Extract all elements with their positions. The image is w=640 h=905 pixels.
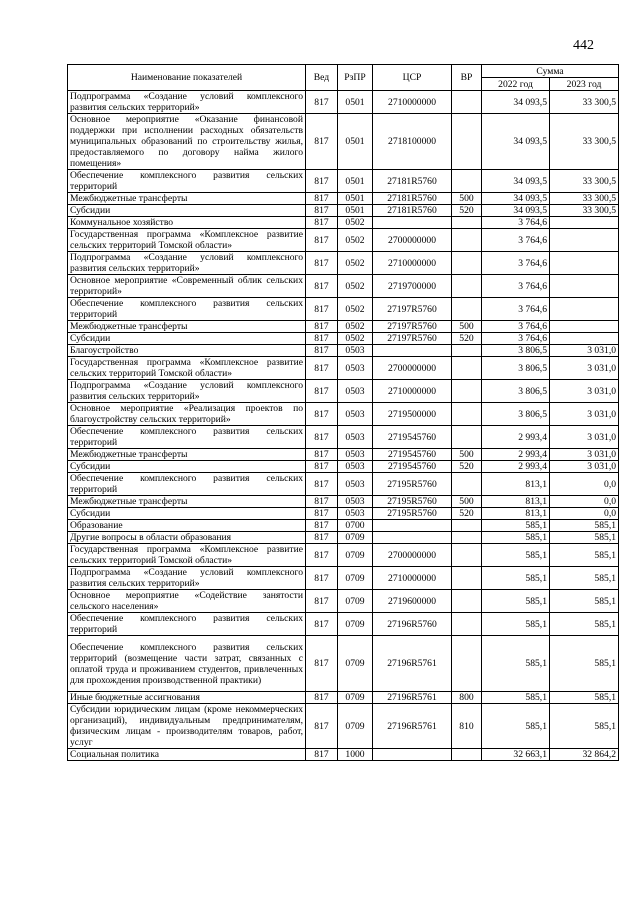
cell-ved: 817 (306, 114, 338, 170)
table-row (68, 692, 619, 704)
cell-csr: 27181R5760 (373, 193, 452, 205)
cell-rzpr: 0503 (338, 496, 373, 508)
cell-ved: 817 (306, 403, 338, 426)
cell-ved: 817 (306, 496, 338, 508)
cell-csr: 2719545760 (373, 449, 452, 461)
cell-amount-2022: 34 093,5 (482, 170, 550, 193)
cell-ved: 817 (306, 508, 338, 520)
header-vr: ВР (452, 65, 482, 91)
table-row (68, 544, 619, 567)
cell-csr: 27197R5760 (373, 298, 452, 321)
cell-amount-2023: 585,1 (550, 520, 619, 532)
cell-amount-2023: 33 300,5 (550, 193, 619, 205)
cell-name: Государственная программа «Комплексное развитие сельских территорий Томской области» (68, 357, 306, 380)
cell-ved: 817 (306, 461, 338, 473)
cell-amount-2023: 585,1 (550, 567, 619, 590)
cell-rzpr: 0502 (338, 275, 373, 298)
cell-csr: 2700000000 (373, 229, 452, 252)
cell-ved: 817 (306, 590, 338, 613)
cell-name: Субсидии (68, 205, 306, 217)
cell-amount-2023: 3 031,0 (550, 461, 619, 473)
cell-name: Основное мероприятие «Реализация проектов по благоустройству сельских территорий» (68, 403, 306, 426)
cell-ved: 817 (306, 333, 338, 345)
cell-amount-2022: 585,1 (482, 636, 550, 692)
table-row (68, 449, 619, 461)
cell-vr (452, 636, 482, 692)
table-row (68, 91, 619, 114)
cell-ved: 817 (306, 544, 338, 567)
cell-vr: 500 (452, 496, 482, 508)
cell-rzpr: 0503 (338, 473, 373, 496)
cell-csr: 27196R5761 (373, 692, 452, 704)
table-row (68, 380, 619, 403)
cell-csr: 27181R5760 (373, 170, 452, 193)
cell-ved: 817 (306, 449, 338, 461)
cell-rzpr: 0709 (338, 567, 373, 590)
cell-rzpr: 0709 (338, 532, 373, 544)
table-row (68, 473, 619, 496)
cell-csr: 2710000000 (373, 567, 452, 590)
cell-amount-2023: 33 300,5 (550, 205, 619, 217)
cell-amount-2022: 813,1 (482, 496, 550, 508)
cell-rzpr: 0503 (338, 426, 373, 449)
cell-vr (452, 217, 482, 229)
cell-amount-2023: 32 864,2 (550, 749, 619, 761)
cell-vr (452, 473, 482, 496)
cell-vr (452, 749, 482, 761)
cell-name: Обеспечение комплексного развития сельских территорий (68, 170, 306, 193)
cell-rzpr: 0501 (338, 114, 373, 170)
cell-amount-2022: 34 093,5 (482, 114, 550, 170)
table-body (68, 91, 619, 761)
table-row (68, 636, 619, 692)
cell-amount-2022: 2 993,4 (482, 461, 550, 473)
header-ved: Вед (306, 65, 338, 91)
cell-name: Государственная программа «Комплексное развитие сельских территорий Томской области» (68, 544, 306, 567)
cell-amount-2022: 813,1 (482, 473, 550, 496)
cell-rzpr: 0709 (338, 692, 373, 704)
cell-ved: 817 (306, 357, 338, 380)
cell-ved: 817 (306, 704, 338, 749)
cell-vr (452, 613, 482, 636)
cell-name: Субсидии (68, 461, 306, 473)
cell-rzpr: 0501 (338, 170, 373, 193)
cell-name: Межбюджетные трансферты (68, 193, 306, 205)
cell-name: Субсидии (68, 333, 306, 345)
cell-ved: 817 (306, 275, 338, 298)
table-row (68, 298, 619, 321)
cell-vr: 500 (452, 321, 482, 333)
cell-ved: 817 (306, 205, 338, 217)
cell-amount-2022: 3 806,5 (482, 380, 550, 403)
cell-ved: 817 (306, 749, 338, 761)
cell-vr (452, 114, 482, 170)
cell-rzpr: 0501 (338, 193, 373, 205)
cell-amount-2022: 2 993,4 (482, 449, 550, 461)
cell-csr: 2710000000 (373, 380, 452, 403)
cell-amount-2023: 33 300,5 (550, 91, 619, 114)
table-row (68, 357, 619, 380)
cell-ved: 817 (306, 532, 338, 544)
table-row (68, 590, 619, 613)
cell-csr: 27196R5761 (373, 704, 452, 749)
table-row (68, 567, 619, 590)
table-row (68, 496, 619, 508)
cell-name: Подпрограмма «Создание условий комплексного развития сельских территорий» (68, 380, 306, 403)
cell-rzpr: 0503 (338, 357, 373, 380)
cell-vr: 520 (452, 205, 482, 217)
cell-vr (452, 403, 482, 426)
header-year-2023: 2023 год (550, 78, 619, 91)
cell-vr (452, 520, 482, 532)
cell-csr: 27197R5760 (373, 333, 452, 345)
cell-rzpr: 0503 (338, 449, 373, 461)
cell-csr (373, 532, 452, 544)
cell-csr: 2700000000 (373, 544, 452, 567)
cell-vr (452, 275, 482, 298)
cell-amount-2022: 32 663,1 (482, 749, 550, 761)
table-row (68, 321, 619, 333)
cell-amount-2023: 33 300,5 (550, 170, 619, 193)
table-row (68, 114, 619, 170)
cell-ved: 817 (306, 520, 338, 532)
cell-csr: 2719545760 (373, 426, 452, 449)
cell-name: Обеспечение комплексного развития сельских территорий (68, 298, 306, 321)
table-row (68, 749, 619, 761)
cell-amount-2022: 3 806,5 (482, 357, 550, 380)
cell-rzpr: 0501 (338, 205, 373, 217)
cell-amount-2022: 34 093,5 (482, 91, 550, 114)
table-row (68, 345, 619, 357)
cell-csr: 27195R5760 (373, 473, 452, 496)
cell-rzpr: 0709 (338, 636, 373, 692)
cell-ved: 817 (306, 426, 338, 449)
cell-ved: 817 (306, 567, 338, 590)
cell-amount-2022: 3 764,6 (482, 321, 550, 333)
cell-vr (452, 357, 482, 380)
cell-csr: 2719545760 (373, 461, 452, 473)
cell-name: Субсидии юридическим лицам (кроме некоммерческих организаций), индивидуальным предпринимателям, физическим лицам - производителям товаров, работ, услуг (68, 704, 306, 749)
cell-amount-2022: 34 093,5 (482, 193, 550, 205)
cell-csr: 2710000000 (373, 91, 452, 114)
cell-rzpr: 0502 (338, 217, 373, 229)
cell-amount-2023: 585,1 (550, 590, 619, 613)
cell-rzpr: 0503 (338, 345, 373, 357)
cell-rzpr: 0503 (338, 461, 373, 473)
cell-amount-2023 (550, 252, 619, 275)
cell-name: Субсидии (68, 508, 306, 520)
cell-ved: 817 (306, 193, 338, 205)
cell-csr: 2710000000 (373, 252, 452, 275)
cell-csr: 2719700000 (373, 275, 452, 298)
cell-ved: 817 (306, 321, 338, 333)
cell-csr: 2719600000 (373, 590, 452, 613)
cell-name: Основное мероприятие «Современный облик сельских территорий» (68, 275, 306, 298)
cell-ved: 817 (306, 170, 338, 193)
cell-vr (452, 590, 482, 613)
cell-ved: 817 (306, 252, 338, 275)
cell-amount-2023: 585,1 (550, 613, 619, 636)
cell-name: Образование (68, 520, 306, 532)
cell-amount-2023: 3 031,0 (550, 449, 619, 461)
header-rzpr: РзПР (338, 65, 373, 91)
cell-vr: 500 (452, 449, 482, 461)
cell-ved: 817 (306, 217, 338, 229)
cell-rzpr: 0503 (338, 380, 373, 403)
cell-csr: 2700000000 (373, 357, 452, 380)
cell-name: Подпрограмма «Создание условий комплексного развития сельских территорий» (68, 91, 306, 114)
cell-name: Межбюджетные трансферты (68, 496, 306, 508)
cell-amount-2023 (550, 217, 619, 229)
cell-name: Подпрограмма «Создание условий комплексного развития сельских территорий» (68, 252, 306, 275)
cell-name: Обеспечение комплексного развития сельских территорий (68, 426, 306, 449)
cell-amount-2023: 3 031,0 (550, 357, 619, 380)
header-csr: ЦСР (373, 65, 452, 91)
cell-name: Коммунальное хозяйство (68, 217, 306, 229)
table-row (68, 613, 619, 636)
cell-vr (452, 426, 482, 449)
cell-vr (452, 298, 482, 321)
cell-vr (452, 380, 482, 403)
header-name: Наименование показателей (68, 65, 306, 91)
cell-csr: 27196R5760 (373, 613, 452, 636)
cell-amount-2023: 3 031,0 (550, 380, 619, 403)
cell-csr (373, 217, 452, 229)
cell-rzpr: 1000 (338, 749, 373, 761)
cell-rzpr: 0700 (338, 520, 373, 532)
cell-ved: 817 (306, 613, 338, 636)
header-sum: Сумма (482, 65, 619, 78)
cell-name: Основное мероприятие «Оказание финансовой поддержки при исполнении расходных обязательств муниципальных образований по строительству жилья, предоставляемого по договору найма жилого помещения» (68, 114, 306, 170)
cell-name: Государственная программа «Комплексное развитие сельских территорий Томской области» (68, 229, 306, 252)
table-row (68, 217, 619, 229)
cell-amount-2023: 0,0 (550, 496, 619, 508)
header-year-2022: 2022 год (482, 78, 550, 91)
cell-amount-2022: 2 993,4 (482, 426, 550, 449)
cell-amount-2023 (550, 321, 619, 333)
cell-csr: 27181R5760 (373, 205, 452, 217)
cell-amount-2022: 3 764,6 (482, 217, 550, 229)
table-row (68, 426, 619, 449)
cell-vr (452, 544, 482, 567)
cell-rzpr: 0709 (338, 544, 373, 567)
cell-amount-2023: 585,1 (550, 532, 619, 544)
cell-vr (452, 170, 482, 193)
cell-rzpr: 0503 (338, 403, 373, 426)
cell-amount-2022: 3 764,6 (482, 252, 550, 275)
cell-rzpr: 0502 (338, 298, 373, 321)
cell-amount-2022: 585,1 (482, 692, 550, 704)
cell-amount-2022: 3 764,6 (482, 333, 550, 345)
table-row (68, 532, 619, 544)
table-row (68, 403, 619, 426)
cell-vr (452, 91, 482, 114)
cell-ved: 817 (306, 636, 338, 692)
cell-rzpr: 0709 (338, 613, 373, 636)
table-row (68, 520, 619, 532)
cell-amount-2022: 3 806,5 (482, 345, 550, 357)
cell-name: Обеспечение комплексного развития сельских территорий (возмещение части затрат, связанных с оплатой труда и проживанием студентов, привлеченных для прохождения производственной практики) (68, 636, 306, 692)
cell-amount-2023: 33 300,5 (550, 114, 619, 170)
cell-vr: 810 (452, 704, 482, 749)
cell-amount-2022: 3 806,5 (482, 403, 550, 426)
cell-rzpr: 0502 (338, 333, 373, 345)
cell-name: Межбюджетные трансферты (68, 449, 306, 461)
table-row (68, 461, 619, 473)
cell-vr (452, 229, 482, 252)
cell-vr (452, 345, 482, 357)
cell-csr: 27195R5760 (373, 508, 452, 520)
cell-amount-2022: 585,1 (482, 567, 550, 590)
cell-amount-2022: 585,1 (482, 704, 550, 749)
table-row (68, 704, 619, 749)
cell-csr (373, 520, 452, 532)
cell-ved: 817 (306, 229, 338, 252)
cell-amount-2023: 585,1 (550, 692, 619, 704)
cell-rzpr: 0709 (338, 704, 373, 749)
cell-name: Благоустройство (68, 345, 306, 357)
cell-csr: 2719500000 (373, 403, 452, 426)
cell-amount-2023 (550, 298, 619, 321)
cell-amount-2022: 34 093,5 (482, 205, 550, 217)
cell-csr (373, 749, 452, 761)
cell-ved: 817 (306, 692, 338, 704)
cell-name: Межбюджетные трансферты (68, 321, 306, 333)
cell-amount-2023: 3 031,0 (550, 345, 619, 357)
cell-amount-2022: 585,1 (482, 544, 550, 567)
cell-amount-2023: 585,1 (550, 704, 619, 749)
cell-amount-2023: 585,1 (550, 544, 619, 567)
table-row (68, 333, 619, 345)
cell-csr: 27196R5761 (373, 636, 452, 692)
table-row (68, 275, 619, 298)
cell-amount-2022: 813,1 (482, 508, 550, 520)
cell-amount-2023 (550, 275, 619, 298)
cell-amount-2022: 3 764,6 (482, 298, 550, 321)
cell-ved: 817 (306, 91, 338, 114)
cell-name: Подпрограмма «Создание условий комплексного развития сельских территорий» (68, 567, 306, 590)
cell-vr: 520 (452, 461, 482, 473)
cell-vr: 800 (452, 692, 482, 704)
table-row (68, 508, 619, 520)
cell-amount-2022: 3 764,6 (482, 275, 550, 298)
table-row (68, 252, 619, 275)
cell-amount-2023 (550, 333, 619, 345)
cell-csr: 2718100000 (373, 114, 452, 170)
cell-amount-2023: 3 031,0 (550, 403, 619, 426)
cell-ved: 817 (306, 298, 338, 321)
cell-rzpr: 0709 (338, 590, 373, 613)
budget-table (67, 64, 619, 761)
cell-rzpr: 0501 (338, 91, 373, 114)
cell-rzpr: 0502 (338, 321, 373, 333)
cell-amount-2023: 585,1 (550, 636, 619, 692)
cell-name: Обеспечение комплексного развития сельских территорий (68, 613, 306, 636)
cell-ved: 817 (306, 380, 338, 403)
cell-vr: 500 (452, 193, 482, 205)
cell-ved: 817 (306, 345, 338, 357)
table-row (68, 229, 619, 252)
cell-csr: 27195R5760 (373, 496, 452, 508)
cell-csr: 27197R5760 (373, 321, 452, 333)
cell-csr (373, 345, 452, 357)
cell-rzpr: 0502 (338, 252, 373, 275)
cell-amount-2023: 0,0 (550, 508, 619, 520)
cell-amount-2022: 585,1 (482, 613, 550, 636)
cell-vr (452, 252, 482, 275)
cell-rzpr: 0503 (338, 508, 373, 520)
cell-rzpr: 0502 (338, 229, 373, 252)
cell-amount-2023: 0,0 (550, 473, 619, 496)
cell-amount-2022: 585,1 (482, 520, 550, 532)
cell-name: Основное мероприятие «Содействие занятости сельского населения» (68, 590, 306, 613)
cell-amount-2022: 585,1 (482, 590, 550, 613)
page-number: 442 (573, 38, 594, 53)
table-row (68, 193, 619, 205)
cell-amount-2022: 585,1 (482, 532, 550, 544)
table-row (68, 205, 619, 217)
cell-amount-2023: 3 031,0 (550, 426, 619, 449)
cell-name: Иные бюджетные ассигнования (68, 692, 306, 704)
cell-vr: 520 (452, 333, 482, 345)
cell-amount-2023 (550, 229, 619, 252)
table-row (68, 170, 619, 193)
cell-ved: 817 (306, 473, 338, 496)
cell-vr (452, 532, 482, 544)
cell-vr (452, 567, 482, 590)
cell-amount-2022: 3 764,6 (482, 229, 550, 252)
cell-name: Обеспечение комплексного развития сельских территорий (68, 473, 306, 496)
cell-vr: 520 (452, 508, 482, 520)
cell-name: Социальная политика (68, 749, 306, 761)
cell-name: Другие вопросы в области образования (68, 532, 306, 544)
